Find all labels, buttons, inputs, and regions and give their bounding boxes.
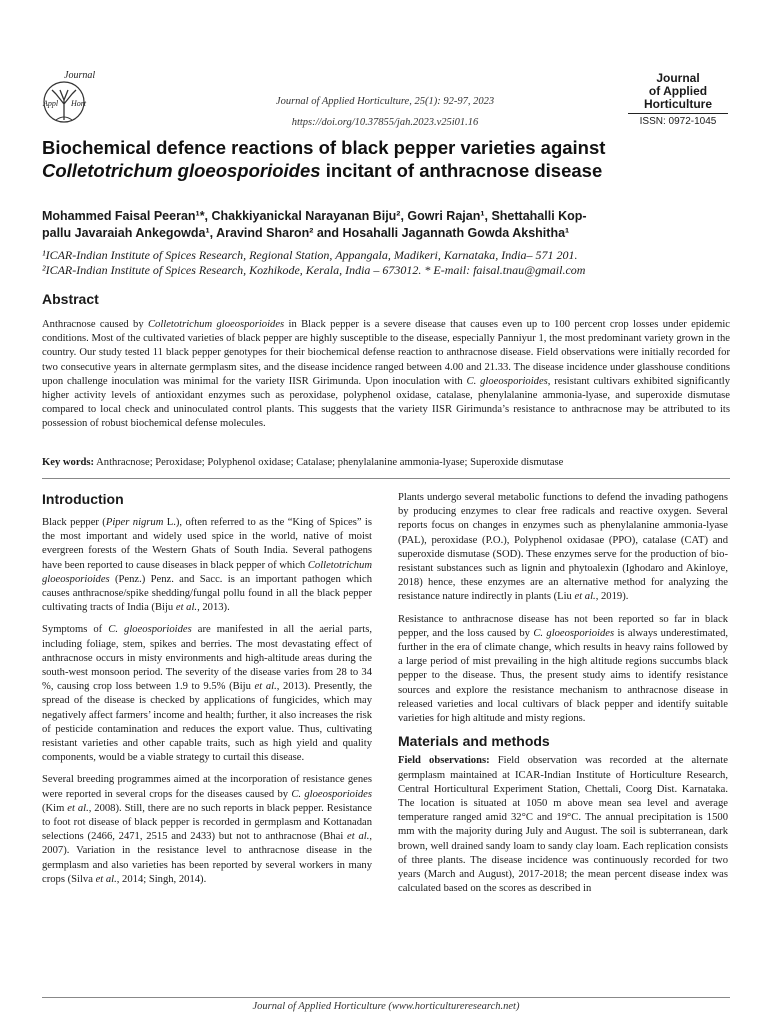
text-run: , 2013). Presently, the spread of the disease is checked by applications of fungicides, which may negatively affect farmers’ income and health; further, it also increases the risk of pesticide contamination and reduces the export value. Thus, cultivating resistant varieties and other capable traits, such as high yield and quality components, would be a viable strategy to curtail this disease. — [42, 681, 372, 764]
journal-name-line2: of Applied — [648, 84, 708, 98]
text-run: , 2008). Still, there are no such reports in black pepper. Resistance to foot rot disease of black pepper is recorded in germplasm and Kottanadan selections (2466, 2471, 2515 and 2433) but not to anthracnose (Bhai — [42, 802, 372, 843]
intro-paragraph-2 — [42, 623, 372, 765]
title-line2-rest: incitant of anthracnose disease — [320, 160, 603, 181]
text-run: Plants undergo several metabolic functions to defend the invading pathogens by producing enzymes to clear free radicals and reactive oxygen. Several reports focus on changes in enzymes such as phenylalanine ammonia-lyase (PAL), peroxidase (P.O.), Polyphenol oxidasae (PPO), catalase (CAT) and superoxide dismutase (SOD). These enzymes serve for the production of bio-resistant substances such as lignin and phytoalexin (Ighodaro and Akinloye, 2018) hence, these enzymes are an alternative method for analyzing the resistance nature indirectly in plants (Liu — [398, 492, 728, 603]
text-run: (Kim — [42, 802, 68, 814]
text-run-italic: C. gloeosporioides — [533, 627, 615, 639]
text-run: , 2014; Singh, 2014). — [116, 873, 207, 885]
intro-paragraph-1 — [42, 516, 372, 615]
section-divider — [42, 478, 730, 479]
text-run: , 2007). Variation in the resistance level to anthracnose disease in the germplasm and also varieties has been reported by several workers in many crops (Silva — [42, 831, 373, 885]
title-line2 — [42, 159, 732, 182]
text-run-italic: Piper nigrum — [105, 517, 164, 528]
text-run-italic: et al. — [67, 802, 89, 814]
text-run: L.), often referred to as the “King of Spices” is the most important and widely used spice in the world, native of moist evergreen forests of the Western Ghats of South India. Several pathogens have been reported to cause diseases in black pepper of which — [42, 517, 373, 571]
text-run: Several breeding programmes aimed at the incorporation of resistance genes were reported in several crops for the diseases caused by — [42, 774, 372, 800]
text-run-italic: et al. — [347, 831, 370, 843]
journal-name-line1: Journal — [656, 71, 700, 85]
text-run-italic: et al. — [574, 591, 596, 603]
affiliation-1: ¹ICAR-Indian Institute of Spices Research, Regional Station, Appangala, Madikeri, Karnataka, India– 571 201. — [42, 248, 578, 262]
page-footer: Journal of Applied Horticulture (www.horticultureresearch.net) — [252, 1001, 520, 1012]
authors-line1: Mohammed Faisal Peeran¹*, Chakkiyanickal Narayanan Biju², Gowri Rajan¹, Shettahalli Kop- — [42, 209, 587, 223]
text-run: Symptoms of — [42, 624, 109, 636]
text-run: (Penz.) Penz. and Sacc. is an important pathogen which causes anthracnose/spike shedding/fungal pollu found in all the black pepper cultivating tracts of India (Biju — [42, 573, 372, 614]
text-run-italic: C. gloeosporioides — [291, 788, 373, 800]
doi-link[interactable]: https://doi.org/10.37855/jah.2023.v25i01.16 — [291, 117, 479, 128]
author-list — [42, 208, 734, 242]
logo-text-left: Appl — [43, 99, 59, 108]
text-run: Field observation was recorded at the alternate germplasm maintained at ICAR-Indian Institute of Horticulture Research, Central Horticultural Experiment Station, Chettali, Coorg Dist. Karnataka. The location is situated at 1050 m above mean sea level and average temperature ranged amid 32°C and 19°C. The annual precipitation is 1500 mm with the majority during July and August. The soil is subterranean, dark brown, well drained sandy loam to sandy clay loam. Each replication consists of three plants. The disease incidence was continuously recorded for two years (March and August), 2017-2018; the mean percent disease index was calculated based on the scores as described in — [398, 755, 728, 895]
journal-citation: Journal of Applied Horticulture, 25(1): 92-97, 2023 — [275, 96, 495, 107]
issn: ISSN: 0972-1045 — [639, 116, 717, 127]
text-run-italic: et al. — [175, 602, 198, 614]
methods-heading: Materials and methods — [398, 733, 550, 750]
abstract-text — [42, 318, 730, 432]
right-paragraph-2 — [398, 613, 728, 727]
text-run: Black pepper ( — [42, 517, 106, 528]
text-run-italic: et al. — [95, 873, 117, 885]
text-run-italic: Colletotrichum gloeosporioides — [42, 559, 372, 585]
left-column — [42, 516, 372, 895]
text-run: are manifested in all the aerial parts, including foliage, stem, spikes and berries. The most devastating effect of anthracnose occurs in misty environments and high-altitude areas during the south-west monsoon period. The severity of the disease varies from 28 to 34 %, causing crop loss between 1.9 to 9.5% (Biju — [42, 624, 373, 693]
title-pathogen: Colletotrichum gloeosporioides — [42, 160, 321, 181]
paper-title — [42, 136, 732, 182]
text-run: Resistance to anthracnose disease has not been reported so far in black pepper, and the loss caused by — [398, 613, 728, 639]
introduction-heading: Introduction — [42, 491, 124, 507]
affiliation-2: ²ICAR-Indian Institute of Spices Research, Kozhikode, Kerala, India – 673012. * E-mail: faisal.tnau@gmail.com — [42, 263, 586, 277]
abstract-text-part: Anthracnose caused by — [42, 319, 148, 330]
logo-text-right: Hort — [71, 99, 87, 108]
journal-nameplate — [628, 72, 728, 127]
text-run-italic: C. gloeosporioides — [108, 624, 192, 636]
abstract-pathogen: Colletotrichum gloeosporioides — [147, 319, 285, 330]
logo-text-top: Journal — [64, 70, 96, 81]
right-paragraph-1 — [398, 491, 728, 605]
keywords — [42, 457, 730, 468]
field-observations-paragraph — [398, 754, 728, 896]
affiliations — [42, 248, 734, 278]
journal-logo — [34, 66, 98, 126]
keywords-label: Key words: — [42, 457, 95, 468]
keywords-text: Anthracnose; Peroxidase; Polyphenol oxidase; Catalase; phenylalanine ammonia-lyase; Superoxide dismutase — [94, 457, 564, 468]
right-column — [398, 491, 728, 904]
abstract-text-part: , resistant cultivars exhibited significantly higher activity levels of antioxidant enzymes such as peroxidase, polyphenol oxidase, catalase, phenylalanine ammonia-lyase, and superoxide dismutase compared to local check and uninoculated control plants. This suggests that the variety IISR Girimunda’s resistance to anthracnose may be attributed to its possession of robust biochemical defense molecules. — [42, 375, 730, 430]
text-run: , 2013). — [197, 602, 230, 614]
text-run: , 2019). — [595, 591, 629, 603]
field-observations-label: Field observations: — [398, 755, 490, 767]
intro-paragraph-3 — [42, 773, 372, 887]
authors-line2: pallu Javaraiah Ankegowda¹, Aravind Sharon² and Hosahalli Jagannath Gowda Akshitha¹ — [42, 226, 570, 240]
abstract-heading: Abstract — [42, 291, 99, 307]
abstract-pathogen-short: C. gloeosporioides — [466, 375, 548, 387]
nameplate-rule — [628, 113, 728, 114]
text-run-italic: et al. — [254, 681, 277, 693]
title-line1: Biochemical defence reactions of black pepper varieties against — [42, 137, 606, 158]
footer-rule — [42, 997, 730, 998]
journal-name-line3: Horticulture — [643, 97, 712, 111]
text-run: is always underestimated, further in the era of climate change, which results in heavy rains followed by a large period of mist prevailing in the high altitude regions succumbs black pepper to the disease. Thus, the present study aims to identify resistance sources and explore the resistance mechanism to anthracnose disease in released varieties and local cultivars of black pepper and identify suitable varieties for high altitude and misty regions. — [398, 627, 729, 725]
abstract-text-part: in Black pepper is a severe disease that causes even up to 100 percent crop losses under epidemic conditions. Most of the cultivated varieties of black pepper are highly susceptible to the disease, especially Panniyur 1, the most predominant variety grown in the country. Our study tested 11 black pepper genotypes for their biochemical defense reaction to anthracnose disease. Field observations were initially recorded for two consecutive years in alternate germplasm sites, and the disease incidence ranged between 4.00 and 21.33. The disease incidence under glasshouse conditions upon challenge inoculation was minimal for the variety IISR Girimunda. Upon inoculation with — [42, 319, 730, 387]
